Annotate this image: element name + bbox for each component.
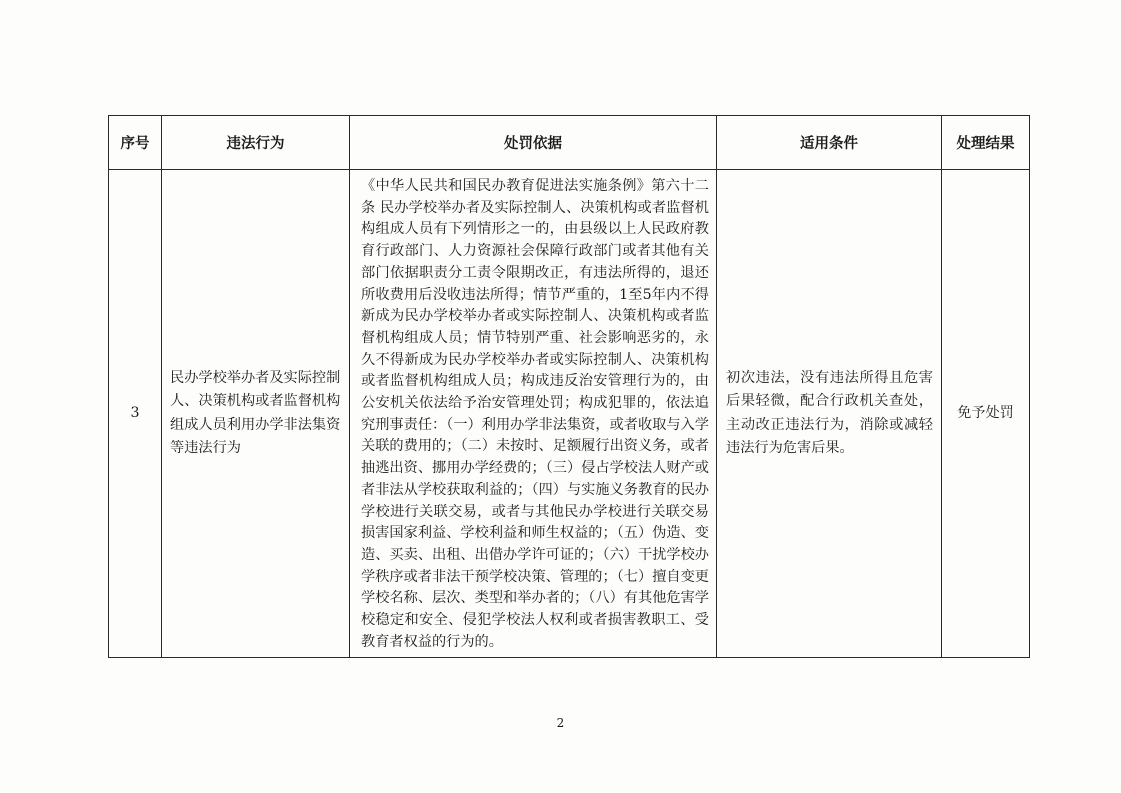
header-condition: 适用条件	[717, 116, 942, 170]
row-condition-cell: 初次违法，没有违法所得且危害后果轻微，配合行政机关查处，主动改正违法行为，消除或减轻违法行为危害后果。	[717, 170, 942, 658]
header-result: 处理结果	[942, 116, 1030, 170]
table-row	[109, 170, 1030, 658]
row-basis-cell: 《中华人民共和国民办教育促进法实施条例》第六十二条 民办学校举办者及实际控制人、决策机构或者监督机构组成人员有下列情形之一的，由县级以上人民政府教育行政部门、人力资源社会保障行政部门或者其他有关部门依据职责分工责令限期改正，有违法所得的，退还所收费用后没收违法所得；情节严重的，1至5年内不得新成为民办学校举办者或实际控制人、决策机构或者监督机构组成人员；情节特别严重、社会影响恶劣的，永久不得新成为民办学校举办者或实际控制人、决策机构或者监督机构组成人员；构成违反治安管理行为的，由公安机关依法给予治安管理处罚；构成犯罪的，依法追究刑事责任：（一）利用办学非法集资，或者收取与入学关联的费用的；（二）未按时、足额履行出资义务，或者抽逃出资、挪用办学经费的；（三）侵占学校法人财产或者非法从学校获取利益的；（四）与实施义务教育的民办学校进行关联交易，或者与其他民办学校进行关联交易损害国家利益、学校利益和师生权益的；（五）伪造、变造、买卖、出租、出借办学许可证的；（六）干扰学校办学秩序或者非法干预学校决策、管理的；（七）擅自变更学校名称、层次、类型和举办者的；（八）有其他危害学校稳定和安全、侵犯学校法人权利或者损害教职工、受教育者权益的行为的。	[350, 170, 717, 658]
table-header-row	[109, 116, 1030, 170]
row-act-cell: 民办学校举办者及实际控制人、决策机构或者监督机构组成人员利用办学非法集资等违法行为	[162, 170, 350, 658]
page-number: 2	[556, 716, 565, 730]
header-act: 违法行为	[162, 116, 350, 170]
row-result-cell: 免予处罚	[942, 170, 1030, 658]
header-basis: 处罚依据	[350, 116, 717, 170]
header-seq: 序号	[109, 116, 162, 170]
penalty-exemption-table	[108, 115, 1030, 658]
row-seq-cell: 3	[109, 170, 162, 658]
